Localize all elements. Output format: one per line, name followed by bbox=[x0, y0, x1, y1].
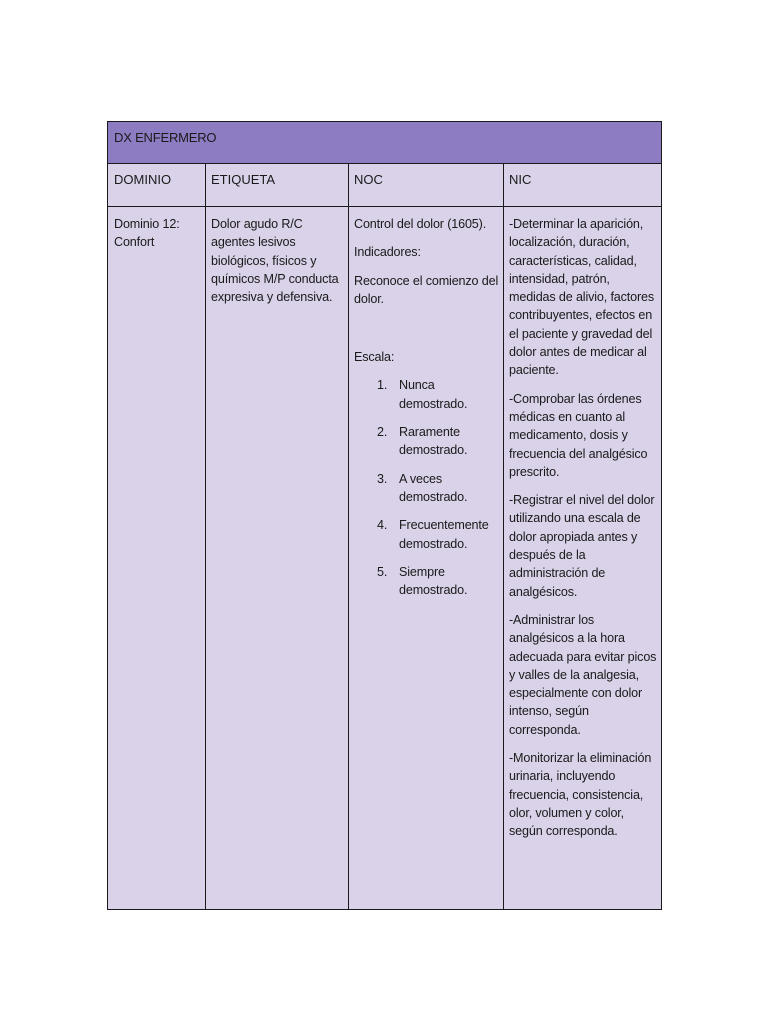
list-item: 1. Nunca demostrado. bbox=[377, 378, 468, 411]
etiqueta-text: Dolor agudo R/C agentes lesivos biológicos, físicos y químicos M/P conducta expresiva y defensiva. bbox=[211, 217, 339, 305]
etiqueta-cell bbox=[211, 215, 343, 316]
nic-item: -Registrar el nivel del dolor utilizando una escala de dolor apropiada antes y después de la administración de analgésicos. bbox=[509, 493, 655, 599]
noc-indicador: Reconoce el comienzo del dolor. bbox=[354, 273, 499, 306]
table-header bbox=[108, 122, 661, 164]
noc-escala-label: Escala: bbox=[354, 350, 395, 365]
list-item: 3. A veces demostrado. bbox=[377, 471, 468, 504]
noc-escala-list bbox=[354, 376, 502, 599]
dominio-text: Dominio 12: Confort bbox=[114, 217, 180, 250]
nic-item: -Monitorizar la eliminación urinaria, incluyendo frecuencia, consistencia, olor, volumen y color, según corresponda. bbox=[509, 751, 652, 839]
noc-control: Control del dolor (1605). bbox=[354, 217, 487, 231]
column-header-etiqueta: ETIQUETA bbox=[211, 172, 276, 187]
nursing-care-table bbox=[107, 121, 662, 910]
noc-indicadores-label: Indicadores: bbox=[354, 245, 421, 260]
dominio-cell bbox=[114, 215, 202, 262]
noc-cell bbox=[354, 215, 502, 609]
list-item: 4. Frecuentemente demostrado. bbox=[377, 518, 489, 551]
column-divider bbox=[503, 164, 504, 909]
column-divider bbox=[348, 164, 349, 909]
list-item: 2. Raramente demostrado. bbox=[377, 425, 468, 458]
nic-item: -Administrar los analgésicos a la hora adecuada para evitar picos y valles de la analgesia, especialmente con dolor intenso, según corresponda. bbox=[509, 612, 657, 737]
column-header-noc: NOC bbox=[354, 172, 383, 187]
column-header-dominio: DOMINIO bbox=[114, 172, 172, 187]
column-header-row bbox=[108, 164, 661, 207]
table-title: DX ENFERMERO bbox=[114, 130, 217, 145]
column-divider bbox=[205, 164, 206, 909]
nic-item: -Comprobar las órdenes médicas en cuanto al medicamento, dosis y frecuencia del analgésico prescrito. bbox=[509, 391, 648, 479]
nic-cell bbox=[509, 215, 659, 851]
nic-item: -Determinar la aparición, localización, duración, características, calidad, intensidad, patrón, medidas de alivio, factores contribuyentes, efectos en el paciente y gravedad del dolor antes de medicar al paciente. bbox=[509, 217, 655, 378]
column-header-nic: NIC bbox=[509, 172, 532, 187]
list-item: 5. Siempre demostrado. bbox=[377, 564, 468, 598]
